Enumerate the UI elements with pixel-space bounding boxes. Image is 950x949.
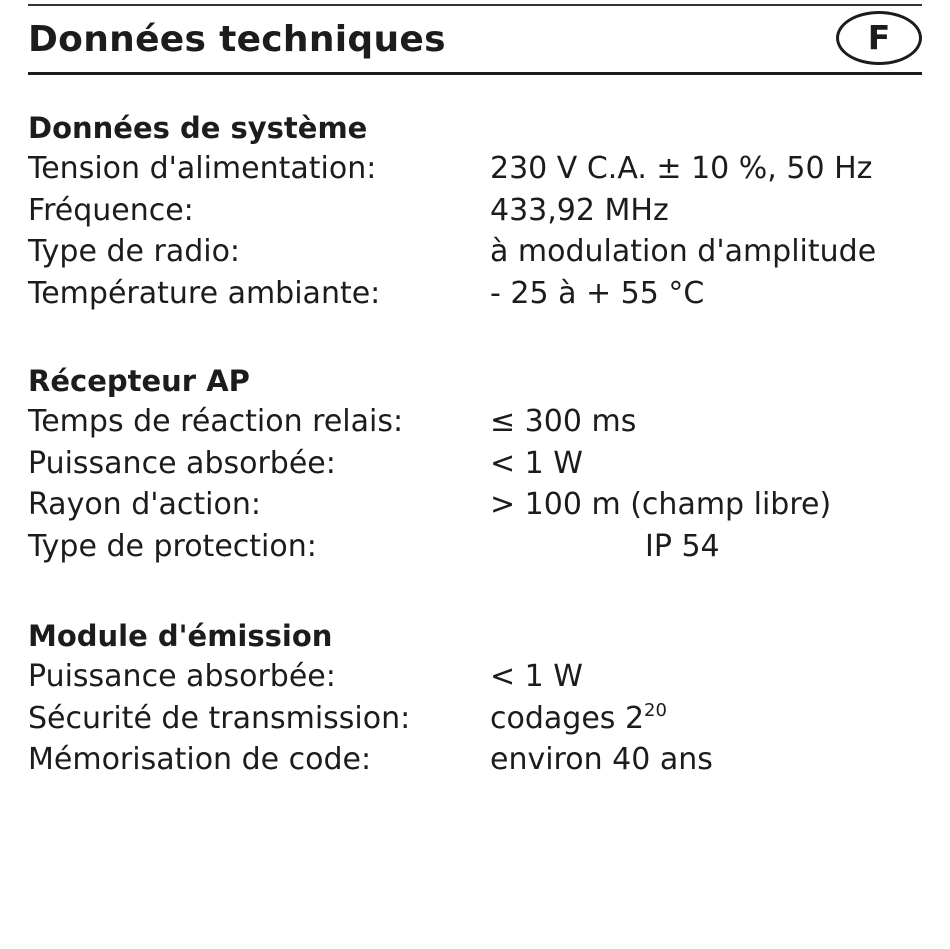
spec-row-power-consumption bbox=[28, 443, 928, 485]
spec-label: Puissance absorbée: bbox=[28, 445, 336, 481]
section-ap-receiver bbox=[28, 361, 928, 567]
spec-row-supply-voltage bbox=[28, 148, 928, 190]
top-rule bbox=[28, 4, 922, 6]
spec-row-frequency bbox=[28, 190, 928, 232]
spec-row-transmission-security bbox=[28, 698, 928, 740]
spec-row-range bbox=[28, 484, 928, 526]
spec-label: Mémorisation de code: bbox=[28, 742, 372, 777]
spec-label: Type de protection: bbox=[28, 528, 317, 564]
spec-row-ambient-temperature bbox=[28, 273, 928, 315]
spec-value: < 1 W bbox=[490, 445, 583, 481]
spec-value: ≤ 300 ms bbox=[490, 404, 637, 439]
spec-label: Temps de réaction relais: bbox=[28, 404, 404, 439]
spec-value: IP 54 bbox=[645, 528, 720, 564]
section-heading: Données de système bbox=[28, 111, 368, 145]
spec-value: - 25 à + 55 °C bbox=[490, 275, 705, 311]
spec-label: Type de radio: bbox=[28, 234, 241, 269]
spec-row-power-consumption bbox=[28, 656, 928, 698]
spec-value: à modulation d'amplitude bbox=[490, 234, 877, 269]
spec-label: Sécurité de transmission: bbox=[28, 700, 411, 736]
spec-label: Tension d'alimentation: bbox=[28, 151, 377, 186]
spec-value: 230 V C.A. ± 10 %, 50 Hz bbox=[490, 151, 873, 186]
spec-label: Puissance absorbée: bbox=[28, 659, 336, 694]
page-title: Données techniques bbox=[28, 19, 446, 60]
spec-value-base: codages 2 bbox=[490, 700, 645, 736]
section-transmitter-module bbox=[28, 616, 928, 781]
title-underline bbox=[28, 72, 922, 75]
spec-row-code-memory bbox=[28, 739, 928, 781]
spec-value: < 1 W bbox=[490, 659, 583, 694]
spec-label: Température ambiante: bbox=[28, 275, 381, 311]
spec-row-radio-type bbox=[28, 231, 928, 273]
spec-value-exponent: 20 bbox=[644, 699, 667, 721]
section-heading: Module d'émission bbox=[28, 619, 333, 653]
spec-value: 433,92 MHz bbox=[490, 192, 669, 228]
section-system-data bbox=[28, 108, 928, 314]
spec-value: > 100 m (champ libre) bbox=[490, 487, 832, 522]
spec-row-protection-type bbox=[28, 526, 928, 568]
spec-label: Rayon d'action: bbox=[28, 487, 261, 522]
language-badge: F bbox=[836, 11, 922, 65]
spec-value bbox=[490, 698, 667, 740]
spec-label: Fréquence: bbox=[28, 192, 194, 228]
spec-value: environ 40 ans bbox=[490, 742, 713, 777]
section-heading: Récepteur AP bbox=[28, 364, 250, 398]
spec-row-relay-response-time bbox=[28, 401, 928, 443]
